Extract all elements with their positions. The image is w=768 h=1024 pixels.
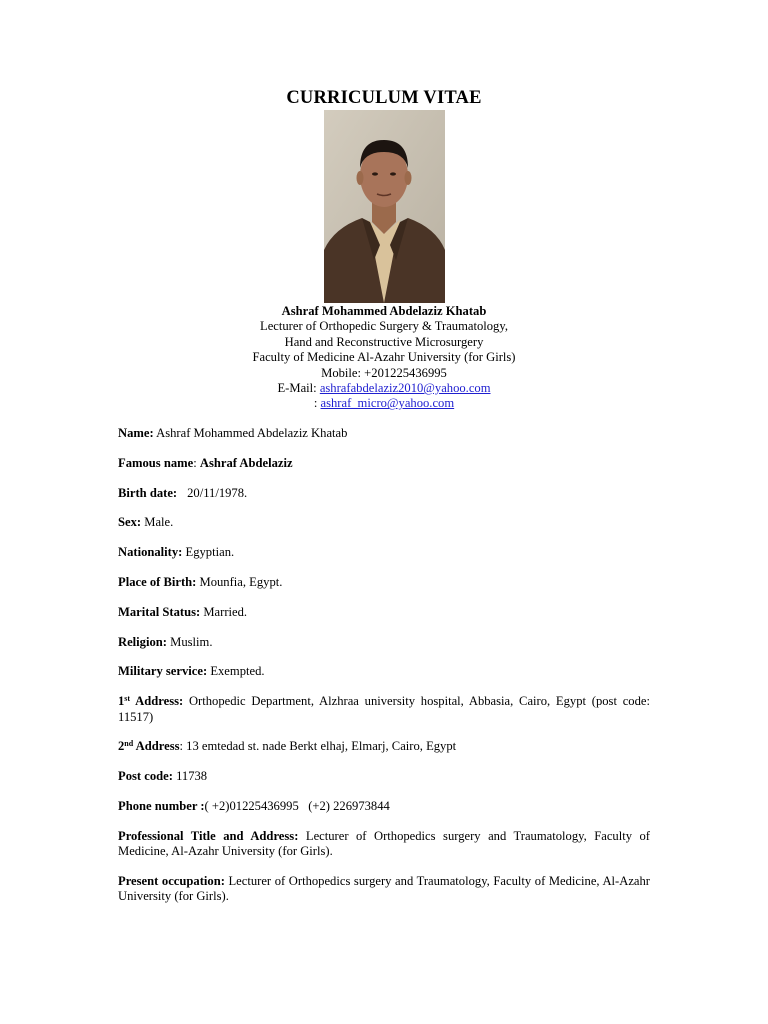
field-address-2: 2nd Address: 13 emtedad st. nade Berkt elhaj, Elmarj, Cairo, Egypt — [118, 739, 457, 754]
field-military-service: Military service: Exempted. — [118, 664, 265, 679]
field-famous-name: Famous name: Ashraf Abdelaziz — [118, 455, 293, 470]
email-line-1 — [0, 381, 768, 396]
contact-header — [0, 304, 768, 412]
email-link-1[interactable]: ashrafabdelaziz2010@yahoo.com — [319, 381, 491, 396]
title-line-2: Hand and Reconstructive Microsurgery — [284, 334, 484, 349]
person-name: Ashraf Mohammed Abdelaziz Khatab — [281, 304, 487, 318]
field-post-code: Post code: 11738 — [118, 769, 208, 784]
field-phone-number: Phone number :( +2)01225436995 (+2) 226973844 — [118, 798, 390, 813]
email-label: E-Mail: — [277, 381, 320, 396]
field-religion: Religion: Muslim. — [118, 634, 213, 649]
field-marital-status: Marital Status: Married. — [118, 604, 248, 619]
profile-photo — [324, 110, 445, 303]
field-sex: Sex: Male. — [118, 515, 174, 530]
title-line-1: Lecturer of Orthopedic Surgery & Traumatology, — [260, 319, 508, 334]
field-birth-date: Birth date: 20/11/1978. — [118, 485, 248, 500]
email-link-2[interactable]: ashraf_micro@yahoo.com — [320, 396, 455, 411]
mobile-line: Mobile: +201225436995 — [321, 365, 447, 380]
email-2-prefix: : — [313, 396, 321, 411]
personal-details — [118, 426, 650, 919]
field-present-occupation: Present occupation: Lecturer of Orthopedics surgery and Traumatology, Faculty of Medicine, Al-Azahr University (for Girls). — [118, 873, 650, 904]
field-address-1: 1st Address: Orthopedic Department, Alzhraa university hospital, Abbasia, Cairo, Egypt (post code: 11517) — [118, 694, 650, 724]
faculty-line: Faculty of Medicine Al-Azahr University (for Girls) — [252, 350, 516, 365]
field-name: Name: Ashraf Mohammed Abdelaziz Khatab — [118, 426, 348, 440]
email-line-2 — [0, 396, 768, 411]
page-title: CURRICULUM VITAE — [286, 88, 482, 108]
field-professional-title: Professional Title and Address: Lecturer of Orthopedics surgery and Traumatology, Faculty of Medicine, Al-Azahr University (for Girls). — [118, 828, 650, 859]
field-place-of-birth: Place of Birth: Mounfia, Egypt. — [118, 574, 283, 589]
field-nationality: Nationality: Egyptian. — [118, 545, 235, 560]
